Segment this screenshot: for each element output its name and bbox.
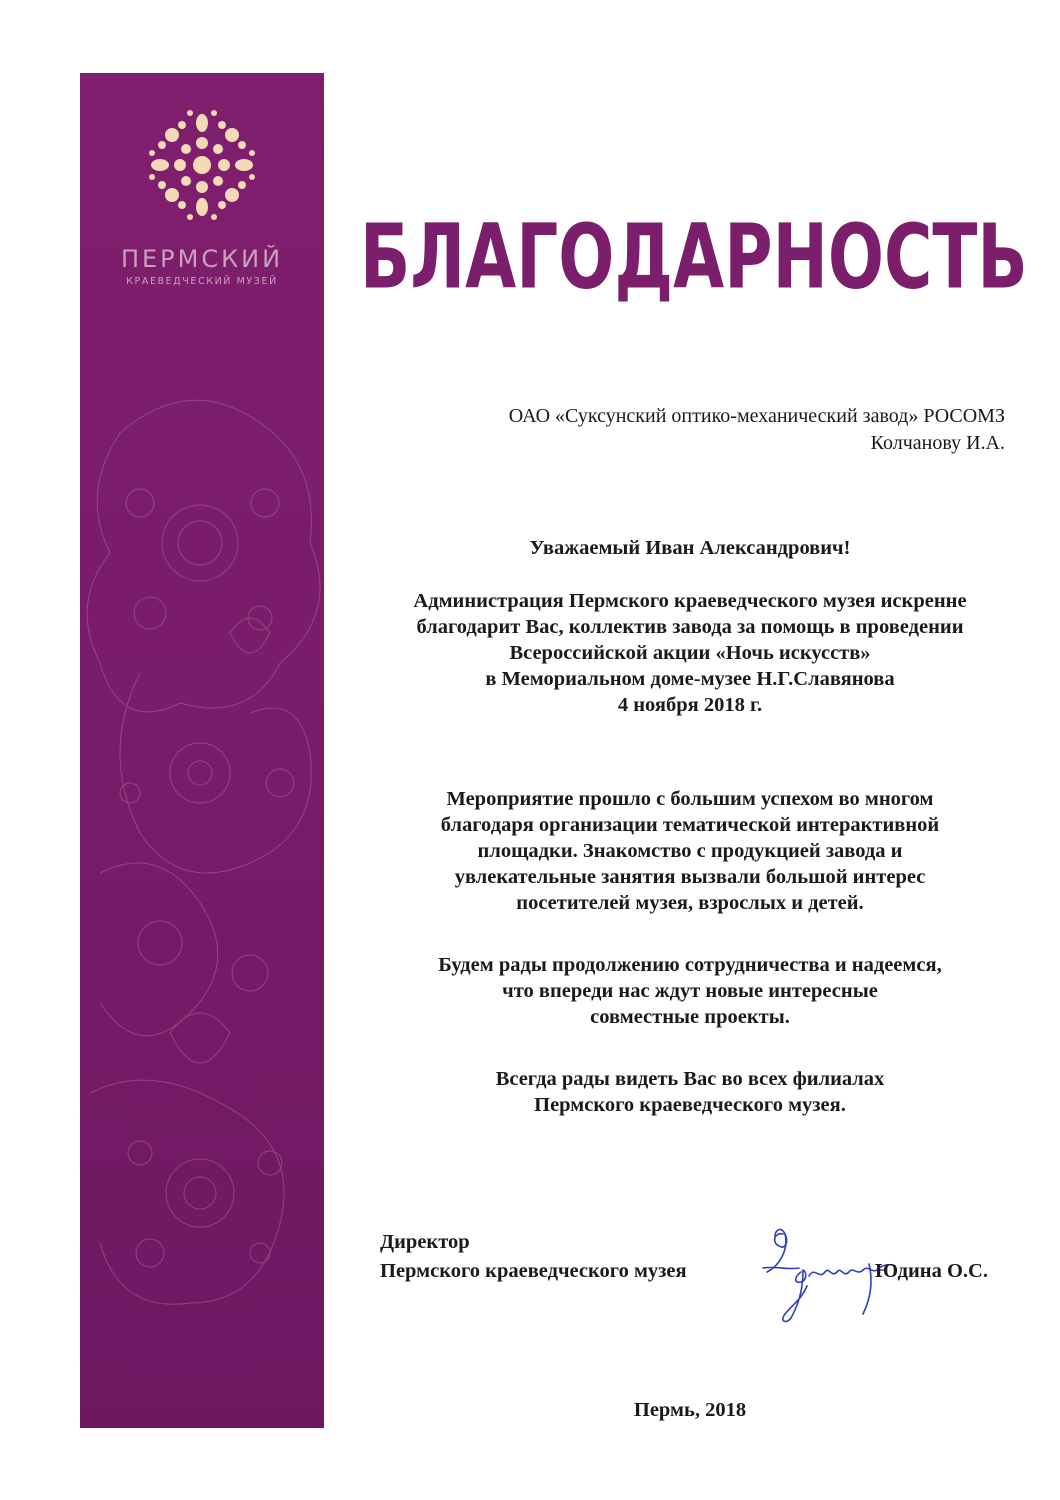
signatory-position	[380, 1228, 687, 1286]
paragraph-line: Администрация Пермского краеведческого музея искренне	[413, 590, 967, 612]
greeting: Уважаемый Иван Александрович!	[529, 537, 851, 559]
paragraph-line: в Мемориальном доме-музее Н.Г.Славянова	[485, 668, 895, 690]
paragraph-line: Пермского краеведческого музея.	[534, 1094, 846, 1116]
paragraph-line: посетителей музея, взрослых и детей.	[516, 892, 864, 914]
paragraph-thanks	[340, 588, 1040, 718]
paragraph-line: совместные проекты.	[590, 1006, 790, 1028]
signatory-organization: Пермского краеведческого музея	[380, 1260, 687, 1282]
paragraph-cooperation	[340, 952, 1040, 1030]
addressee	[420, 403, 1005, 457]
paragraph-line: что впереди нас ждут новые интересные	[502, 980, 878, 1002]
museum-emblem-icon	[140, 103, 264, 227]
document-title: БЛАГОДАРНОСТЬ	[360, 205, 1028, 309]
paragraph-welcome	[340, 1066, 1040, 1118]
addressee-organization: ОАО «Суксунский оптико-механический завод» РОСОМЗ	[508, 405, 1005, 427]
museum-logo-name: ПЕРМСКИЙ	[120, 245, 284, 273]
purple-side-band	[80, 73, 324, 1428]
addressee-person: Колчанову И.А.	[870, 432, 1005, 454]
paragraph-line: площадки. Знакомство с продукцией завода и	[477, 840, 903, 862]
signatory-title: Директор	[380, 1231, 470, 1253]
paragraph-line: Мероприятие прошло с большим успехом во многом	[446, 788, 934, 810]
paragraph-line: Всероссийской акции «Ночь искусств»	[509, 642, 871, 664]
museum-logo-subtitle: КРАЕВЕДЧЕСКИЙ МУЗЕЙ	[126, 276, 278, 287]
paragraph-line: благодаря организации тематической интерактивной	[440, 814, 940, 836]
paragraph-line: Всегда рады видеть Вас во всех филиалах	[495, 1068, 885, 1090]
paragraph-line: 4 ноября 2018 г.	[617, 694, 763, 716]
paragraph-line: Будем рады продолжению сотрудничества и надеемся,	[438, 954, 942, 976]
paragraph-event	[340, 786, 1040, 916]
footer-place-year: Пермь, 2018	[633, 1399, 747, 1421]
paragraph-line: увлекательные занятия вызвали большой интерес	[454, 866, 926, 888]
paragraph-line: благодарит Вас, коллектив завода за помощь в проведении	[416, 616, 964, 638]
signatory-name: Юдина О.С.	[875, 1260, 988, 1282]
